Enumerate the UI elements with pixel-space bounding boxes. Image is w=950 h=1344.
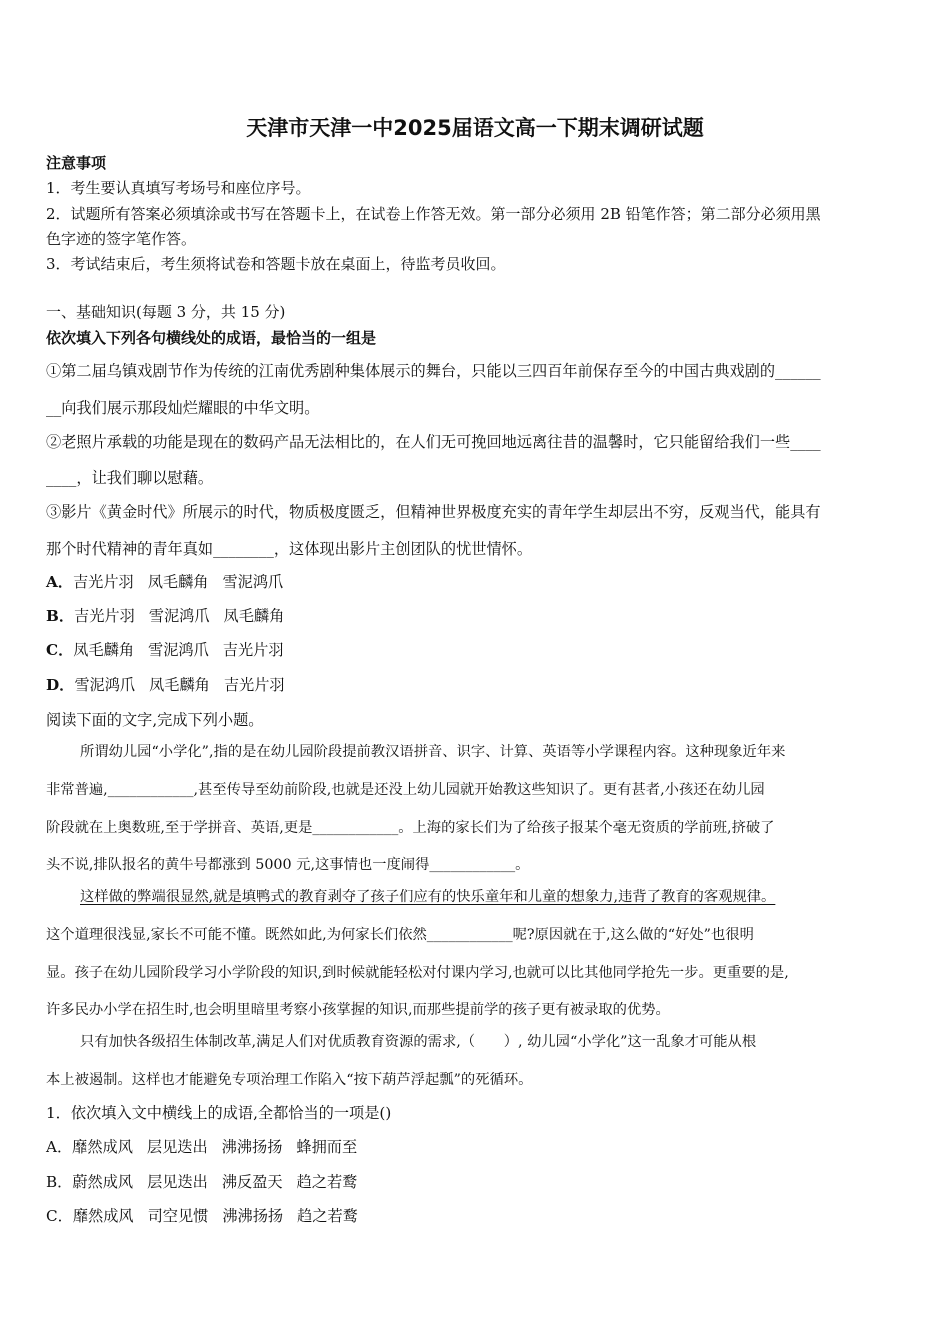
option-word: 凤毛麟角 <box>223 607 285 625</box>
q1-option-b <box>46 1171 357 1192</box>
option-letter: B． <box>46 1173 73 1191</box>
option-word: 雪泥鸿爪 <box>148 641 209 659</box>
option-word: 吉光片羽 <box>74 607 135 625</box>
option-word: 层见迭出 <box>146 1138 208 1156</box>
option-word: 雪泥鸿爪 <box>222 573 284 591</box>
passage-line: 阶段就在上奥数班,至于学拼音、英语,更是____________。上海的家长们为了给孩子报某个毫无资质的学前班,挤破了 <box>46 820 775 836</box>
sentence-line: __向我们展示那段灿烂耀眼的中华文明。 <box>46 399 320 417</box>
notice-item: 1．考生要认真填写考场号和座位序号。 <box>46 179 311 197</box>
question-stem: 依次填入下列各句横线处的成语，最恰当的一组是 <box>46 329 377 347</box>
option-word: 沸沸扬扬 <box>221 1138 283 1156</box>
option-word: 沸沸扬扬 <box>222 1207 284 1225</box>
notice-item: 3．考试结束后，考生须将试卷和答题卡放在桌面上，待监考员收回。 <box>46 255 506 273</box>
page-title: 天津市天津一中2025届语文高一下期末调研试题 <box>246 116 704 140</box>
passage-line: 头不说,排队报名的黄牛号都涨到 5000 元,这事情也一度闹得____________。 <box>46 857 530 873</box>
option-word: 凤毛麟角 <box>149 676 210 694</box>
option-letter: A． <box>46 573 73 591</box>
option-word: 雪泥鸿爪 <box>74 676 136 694</box>
notice-item: 2．试题所有答案必须填涂或书写在答题卡上，在试卷上作答无效。第一部分必须用 2B 铅笔作答；第二部分必须用黑 <box>46 205 821 223</box>
passage-line: 本上被遏制。这样也才能避免专项治理工作陷入“按下葫芦浮起瓢”的死循环。 <box>46 1072 533 1088</box>
option-a <box>46 571 283 592</box>
option-word: 靡然成风 <box>72 1138 133 1156</box>
option-word: 司空见惯 <box>147 1207 209 1225</box>
sentence-line: ③影片《黄金时代》所展示的时代，物质极度匮乏，但精神世界极度充实的青年学生却层出不穷，反观当代，能具有 <box>46 503 821 521</box>
option-letter: C． <box>46 1207 73 1225</box>
option-word: 吉光片羽 <box>72 573 134 591</box>
option-word: 凤毛麟角 <box>73 641 135 659</box>
sentence-line: ____，让我们聊以慰藉。 <box>46 469 214 487</box>
passage-line: 非常普遍,____________,甚至传导至幼前阶段,也就是还没上幼儿园就开始教这些知识了。更有甚者,小孩还在幼儿园 <box>46 782 765 798</box>
passage-line: 显。孩子在幼儿园阶段学习小学阶段的知识,到时候就能轻松对付课内学习,也就可以比其他同学抢先一步。更重要的是, <box>46 965 789 981</box>
q1-option-a <box>46 1136 357 1157</box>
option-b <box>46 605 284 626</box>
option-word: 吉光片羽 <box>223 676 285 694</box>
option-word: 趋之若鹜 <box>297 1207 358 1225</box>
option-letter: C． <box>46 641 74 659</box>
option-d <box>46 674 285 695</box>
option-word: 蔚然成风 <box>72 1173 134 1191</box>
option-c <box>46 639 284 660</box>
sentence-line: 那个时代精神的青年真如________，这体现出影片主创团队的忧世情怀。 <box>46 540 532 558</box>
option-word: 蜂拥而至 <box>296 1138 358 1156</box>
option-letter: B． <box>46 607 75 625</box>
passage-line: 许多民办小学在招生时,也会明里暗里考察小孩掌握的知识,而那些提前学的孩子更有被录取的优势。 <box>46 1002 670 1018</box>
passage-line: 只有加快各级招生体制改革,满足人们对优质教育资源的需求,（ ）, 幼儿园“小学化”这一乱象才可能从根 <box>80 1034 757 1050</box>
sentence-line: ②老照片承载的功能是现在的数码产品无法相比的，在人们无可挽回地远离往昔的温馨时，它只能留给我们一些____ <box>46 433 821 451</box>
option-word: 吉光片羽 <box>222 641 284 659</box>
section-heading: 一、基础知识(每题 3 分，共 15 分) <box>46 303 286 321</box>
q1-option-c <box>46 1205 358 1226</box>
option-word: 趋之若鹜 <box>296 1173 358 1191</box>
option-word: 沸反盈天 <box>221 1173 283 1191</box>
notice-item: 色字迹的签字笔作答。 <box>46 230 197 248</box>
option-word: 靡然成风 <box>72 1207 134 1225</box>
sentence-line: ①第二届乌镇戏剧节作为传统的江南优秀剧种集体展示的舞台，只能以三四百年前保存至今的中国古典戏剧的______ <box>46 362 821 380</box>
notice-heading: 注意事项 <box>46 154 107 172</box>
q1-stem: 1．依次填入文中横线上的成语,全都恰当的一项是() <box>46 1104 392 1122</box>
option-letter: D． <box>46 676 75 694</box>
reading-intro: 阅读下面的文字,完成下列小题。 <box>46 711 264 729</box>
passage-line: 这个道理很浅显,家长不可能不懂。既然如此,为何家长们依然____________呢?原因就在于,这么做的“好处”也很明 <box>46 927 754 943</box>
passage-underlined-sentence: 这样做的弊端很显然,就是填鸭式的教育剥夺了孩子们应有的快乐童年和儿童的想象力,违背了教育的客观规律。 <box>80 889 776 905</box>
passage-line: 所谓幼儿园“小学化”,指的是在幼儿园阶段提前教汉语拼音、识字、计算、英语等小学课程内容。这种现象近年来 <box>80 744 786 760</box>
option-letter: A． <box>46 1138 73 1156</box>
option-word: 雪泥鸿爪 <box>148 607 210 625</box>
option-word: 凤毛麟角 <box>147 573 209 591</box>
option-word: 层见迭出 <box>147 1173 208 1191</box>
